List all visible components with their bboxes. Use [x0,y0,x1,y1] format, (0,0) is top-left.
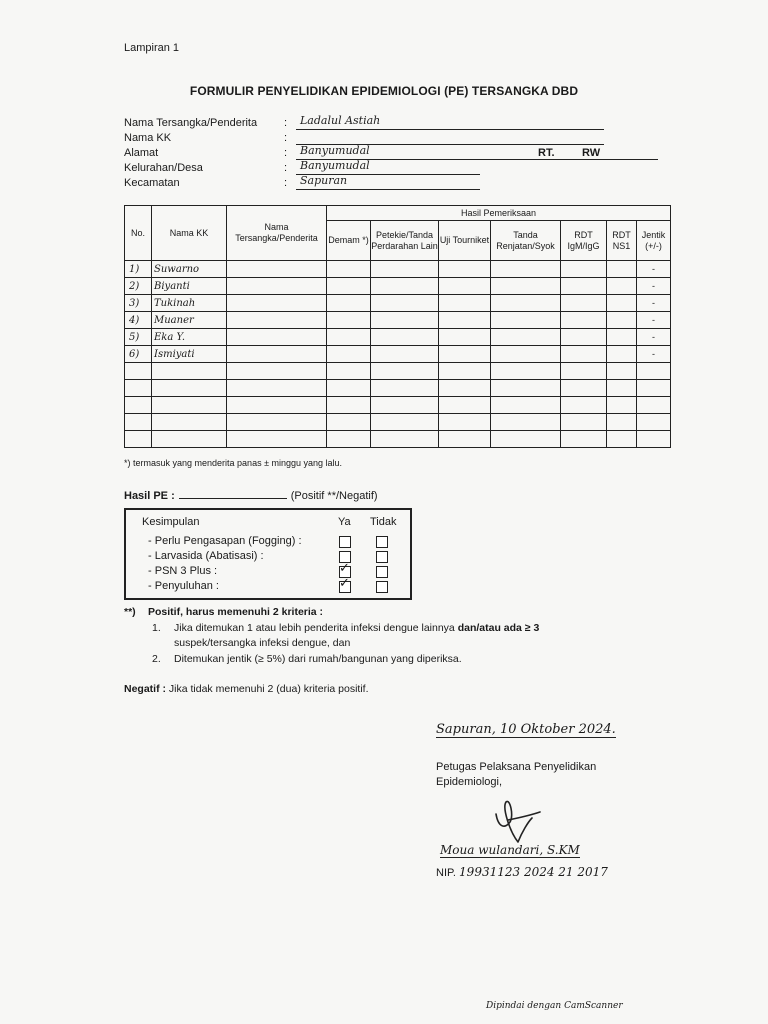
table-row [125,363,671,380]
table-row [125,380,671,397]
field-kecamatan-value: Sapuran [300,174,348,187]
cell-demam[interactable] [327,295,371,312]
cell-rdt-igm[interactable] [561,431,607,448]
cell-demam[interactable] [327,312,371,329]
bullet: - [148,550,155,562]
negatif-text: Jika tidak memenuhi 2 (dua) kriteria positif. [166,683,369,695]
cell-rdt-igm[interactable] [561,312,607,329]
cell-petekie[interactable] [371,261,439,278]
cell-demam[interactable] [327,261,371,278]
cell-rdt-ns1[interactable] [607,346,637,363]
cell-uji-tourniket[interactable] [439,346,491,363]
cell-nama-kk[interactable]: Ismiyati [152,346,227,363]
kriteria-item-1-line-1 [174,622,539,634]
cell-nama-kk[interactable] [152,363,227,380]
kesimpulan-title: Kesimpulan [142,516,200,528]
sign-date: Sapuran, 10 Oktober 2024. [436,722,616,737]
kesimpulan-item-label [148,564,217,578]
cell-petekie[interactable] [371,346,439,363]
cell-petekie[interactable] [371,312,439,329]
cell-tanda-renjatan[interactable] [491,346,561,363]
cell-demam[interactable] [327,363,371,380]
checkbox-ya[interactable] [339,536,351,548]
cell-uji-tourniket[interactable] [439,397,491,414]
cell-nama-kk[interactable]: Tukinah [152,295,227,312]
hasil-pe [124,488,378,502]
header-rdt-igm: RDT IgM/IgG [561,221,607,261]
table-footnote: *) termasuk yang menderita panas ± minggu yang lalu. [124,458,343,468]
cell-rdt-igm[interactable] [561,346,607,363]
cell-rdt-ns1[interactable] [607,363,637,380]
header-nama-tersangka: Nama Tersangka/Penderita [227,206,327,261]
cell-petekie[interactable] [371,329,439,346]
cell-rdt-ns1[interactable] [607,261,637,278]
checkmark-icon: ✓ [339,560,350,575]
cell-uji-tourniket[interactable] [439,380,491,397]
cell-demam[interactable] [327,380,371,397]
cell-jentik[interactable]: - [637,295,671,312]
cell-no[interactable]: 1) [125,261,152,278]
rw-line[interactable] [602,146,620,160]
cell-nama-tersangka[interactable] [227,312,327,329]
cell-rdt-igm[interactable] [561,380,607,397]
cell-nama-tersangka[interactable] [227,346,327,363]
colon: : [284,162,288,174]
kriteria-negatif [124,683,369,695]
cell-nama-tersangka[interactable] [227,397,327,414]
cell-rdt-ns1[interactable] [607,431,637,448]
cell-no[interactable]: 2) [125,278,152,295]
kriteria-marker: **) [124,606,136,618]
cell-nama-kk[interactable]: Eka Y. [152,329,227,346]
hasil-pe-label: Hasil PE : [124,490,175,502]
cell-rdt-ns1[interactable] [607,312,637,329]
cell-no[interactable] [125,431,152,448]
checkbox-ya[interactable] [339,575,351,593]
rw-label: RW [582,147,601,159]
kesimpulan-tidak-header: Tidak [370,516,397,528]
lampiran-label: Lampiran 1 [124,42,180,54]
header-demam: Demam *) [327,221,371,261]
kesimpulan-item-text: PSN 3 Plus : [154,565,218,577]
hasil-pe-note: (Positif **/Negatif) [290,490,378,502]
cell-rdt-ns1[interactable] [607,397,637,414]
cell-no[interactable] [125,414,152,431]
cell-jentik[interactable] [637,431,671,448]
signer-nip [436,865,608,879]
cell-jentik[interactable] [637,363,671,380]
cell-jentik[interactable]: - [637,278,671,295]
field-kecamatan-label: Kecamatan [124,177,180,189]
header-rdt-ns1: RDT NS1 [607,221,637,261]
header-uji-tourniket: Uji Tourniket [439,221,491,261]
cell-uji-tourniket[interactable] [439,431,491,448]
cell-no[interactable]: 6) [125,346,152,363]
field-nama-value: Ladalul Astiah [300,114,381,127]
cell-jentik[interactable]: - [637,329,671,346]
cell-nama-tersangka[interactable] [227,414,327,431]
cell-jentik[interactable] [637,414,671,431]
cell-rdt-ns1[interactable] [607,414,637,431]
cell-demam[interactable] [327,414,371,431]
cell-nama-tersangka[interactable] [227,261,327,278]
table-row [125,329,671,346]
cell-petekie[interactable] [371,278,439,295]
cell-rdt-igm[interactable] [561,329,607,346]
cell-petekie[interactable] [371,363,439,380]
cell-nama-tersangka[interactable] [227,363,327,380]
cell-nama-tersangka[interactable] [227,295,327,312]
kesimpulan-box [124,508,412,600]
kesimpulan-item-label [148,549,264,563]
handwritten-signature [488,792,548,848]
cell-rdt-igm[interactable] [561,363,607,380]
cell-no[interactable] [125,363,152,380]
colon: : [284,177,288,189]
table-row [125,414,671,431]
kriteria-heading: Positif, harus memenuhi 2 kriteria : [148,606,324,618]
kesimpulan-item-label [148,579,219,593]
cell-jentik[interactable] [637,397,671,414]
cell-tanda-renjatan[interactable] [491,278,561,295]
cell-tanda-renjatan[interactable] [491,397,561,414]
kriteria-item-1-text-a: Jika ditemukan 1 atau lebih penderita infeksi dengue lainnya [174,622,458,634]
checkmark-icon: ✓ [339,575,350,590]
cell-nama-kk[interactable] [152,397,227,414]
cell-tanda-renjatan[interactable] [491,363,561,380]
cell-nama-tersangka[interactable] [227,380,327,397]
signer-name: Moua wulandari, S.KM [440,843,580,857]
kesimpulan-item-text: Perlu Pengasapan (Fogging) : [154,535,302,547]
cell-uji-tourniket[interactable] [439,329,491,346]
kriteria-number-2: 2. [152,653,161,665]
cell-nama-kk[interactable] [152,431,227,448]
cell-uji-tourniket[interactable] [439,295,491,312]
checkbox-tidak[interactable] [376,551,388,563]
petugas-role [436,760,636,790]
bullet: - [148,535,155,547]
cell-nama-kk[interactable] [152,414,227,431]
cell-uji-tourniket[interactable] [439,363,491,380]
cell-tanda-renjatan[interactable] [491,295,561,312]
table-row [125,397,671,414]
nip-label: NIP. [436,867,456,879]
table-row [125,278,671,295]
cell-uji-tourniket[interactable] [439,278,491,295]
hasil-pe-line[interactable] [179,488,287,499]
cell-demam[interactable] [327,431,371,448]
header-petekie: Petekie/Tanda Perdarahan Lain [371,221,439,261]
cell-jentik[interactable]: - [637,346,671,363]
table-row [125,346,671,363]
kesimpulan-item-text: Penyuluhan : [154,580,219,592]
bullet: - [148,580,155,592]
cell-rdt-igm[interactable] [561,397,607,414]
kesimpulan-ya-header: Ya [338,516,351,528]
kriteria-item-1-line-2: suspek/tersangka infeksi dengue, dan [174,637,351,649]
header-hasil-pemeriksaan: Hasil Pemeriksaan [327,206,671,221]
cell-nama-kk[interactable]: Muaner [152,312,227,329]
cell-no[interactable]: 5) [125,329,152,346]
cell-petekie[interactable] [371,295,439,312]
kriteria-item-2: Ditemukan jentik (≥ 5%) dari rumah/bangunan yang diperiksa. [174,653,462,665]
cell-tanda-renjatan[interactable] [491,431,561,448]
cell-jentik[interactable]: - [637,261,671,278]
cell-tanda-renjatan[interactable] [491,380,561,397]
cell-petekie[interactable] [371,380,439,397]
rt-label: RT. [538,147,555,159]
cell-tanda-renjatan[interactable] [491,312,561,329]
pe-table-body [125,261,671,448]
cell-rdt-ns1[interactable] [607,278,637,295]
cell-jentik[interactable]: - [637,312,671,329]
form-title: FORMULIR PENYELIDIKAN EPIDEMIOLOGI (PE) TERSANGKA DBD [189,84,579,98]
cell-nama-tersangka[interactable] [227,431,327,448]
table-row [125,261,671,278]
checkbox-tidak[interactable] [376,581,388,593]
cell-rdt-igm[interactable] [561,414,607,431]
colon: : [284,117,288,129]
colon: : [284,147,288,159]
cell-petekie[interactable] [371,431,439,448]
cell-uji-tourniket[interactable] [439,261,491,278]
cell-rdt-ns1[interactable] [607,380,637,397]
kriteria-number-1: 1. [152,622,161,634]
field-kelurahan-value: Banyumudal [300,159,370,172]
header-no: No. [125,206,152,261]
table-row [125,312,671,329]
scanner-watermark: Dipindai dengan CamScanner [486,1001,623,1011]
cell-rdt-igm[interactable] [561,295,607,312]
cell-petekie[interactable] [371,397,439,414]
cell-no[interactable] [125,397,152,414]
cell-petekie[interactable] [371,414,439,431]
header-jentik: Jentik (+/-) [637,221,671,261]
negatif-label: Negatif : [124,683,166,695]
table-row [125,431,671,448]
pe-table [124,205,671,448]
cell-no[interactable]: 3) [125,295,152,312]
field-kelurahan-label: Kelurahan/Desa [124,162,203,174]
nip-value: 19931123 2024 21 2017 [459,865,608,879]
cell-no[interactable] [125,380,152,397]
cell-rdt-ns1[interactable] [607,295,637,312]
rt-line[interactable] [558,146,578,160]
colon: : [284,132,288,144]
cell-tanda-renjatan[interactable] [491,329,561,346]
cell-demam[interactable] [327,278,371,295]
bullet: - [148,565,155,577]
checkbox-tidak[interactable] [376,536,388,548]
header-tanda-renjatan: Tanda Renjatan/Syok [491,221,561,261]
cell-demam[interactable] [327,329,371,346]
cell-nama-kk[interactable] [152,380,227,397]
cell-nama-kk[interactable]: Biyanti [152,278,227,295]
kriteria-item-1-text-b: dan/atau ada ≥ 3 [457,622,540,634]
cell-tanda-renjatan[interactable] [491,261,561,278]
checkbox-tidak[interactable] [376,566,388,578]
cell-nama-tersangka[interactable] [227,278,327,295]
cell-nama-kk[interactable]: Suwarno [152,261,227,278]
table-row [125,295,671,312]
petugas-role-line-1: Petugas Pelaksana Penyelidikan [436,761,597,773]
kesimpulan-item-label [148,534,302,548]
cell-rdt-ns1[interactable] [607,329,637,346]
field-alamat-value: Banyumudal [300,144,370,157]
cell-rdt-igm[interactable] [561,278,607,295]
field-nama-line[interactable] [296,116,604,130]
cell-demam[interactable] [327,397,371,414]
cell-no[interactable]: 4) [125,312,152,329]
field-nama-label: Nama Tersangka/Penderita [124,117,258,129]
cell-jentik[interactable] [637,380,671,397]
field-alamat-label: Alamat [124,147,159,159]
cell-rdt-igm[interactable] [561,261,607,278]
field-kecamatan-line[interactable] [296,176,480,190]
cell-nama-tersangka[interactable] [227,329,327,346]
kesimpulan-item-text: Larvasida (Abatisasi) : [154,550,264,562]
header-nama-kk: Nama KK [152,206,227,261]
cell-tanda-renjatan[interactable] [491,414,561,431]
cell-uji-tourniket[interactable] [439,414,491,431]
cell-uji-tourniket[interactable] [439,312,491,329]
petugas-role-line-2: Epidemiologi, [436,776,503,788]
cell-demam[interactable] [327,346,371,363]
field-kk-label: Nama KK [124,132,172,144]
